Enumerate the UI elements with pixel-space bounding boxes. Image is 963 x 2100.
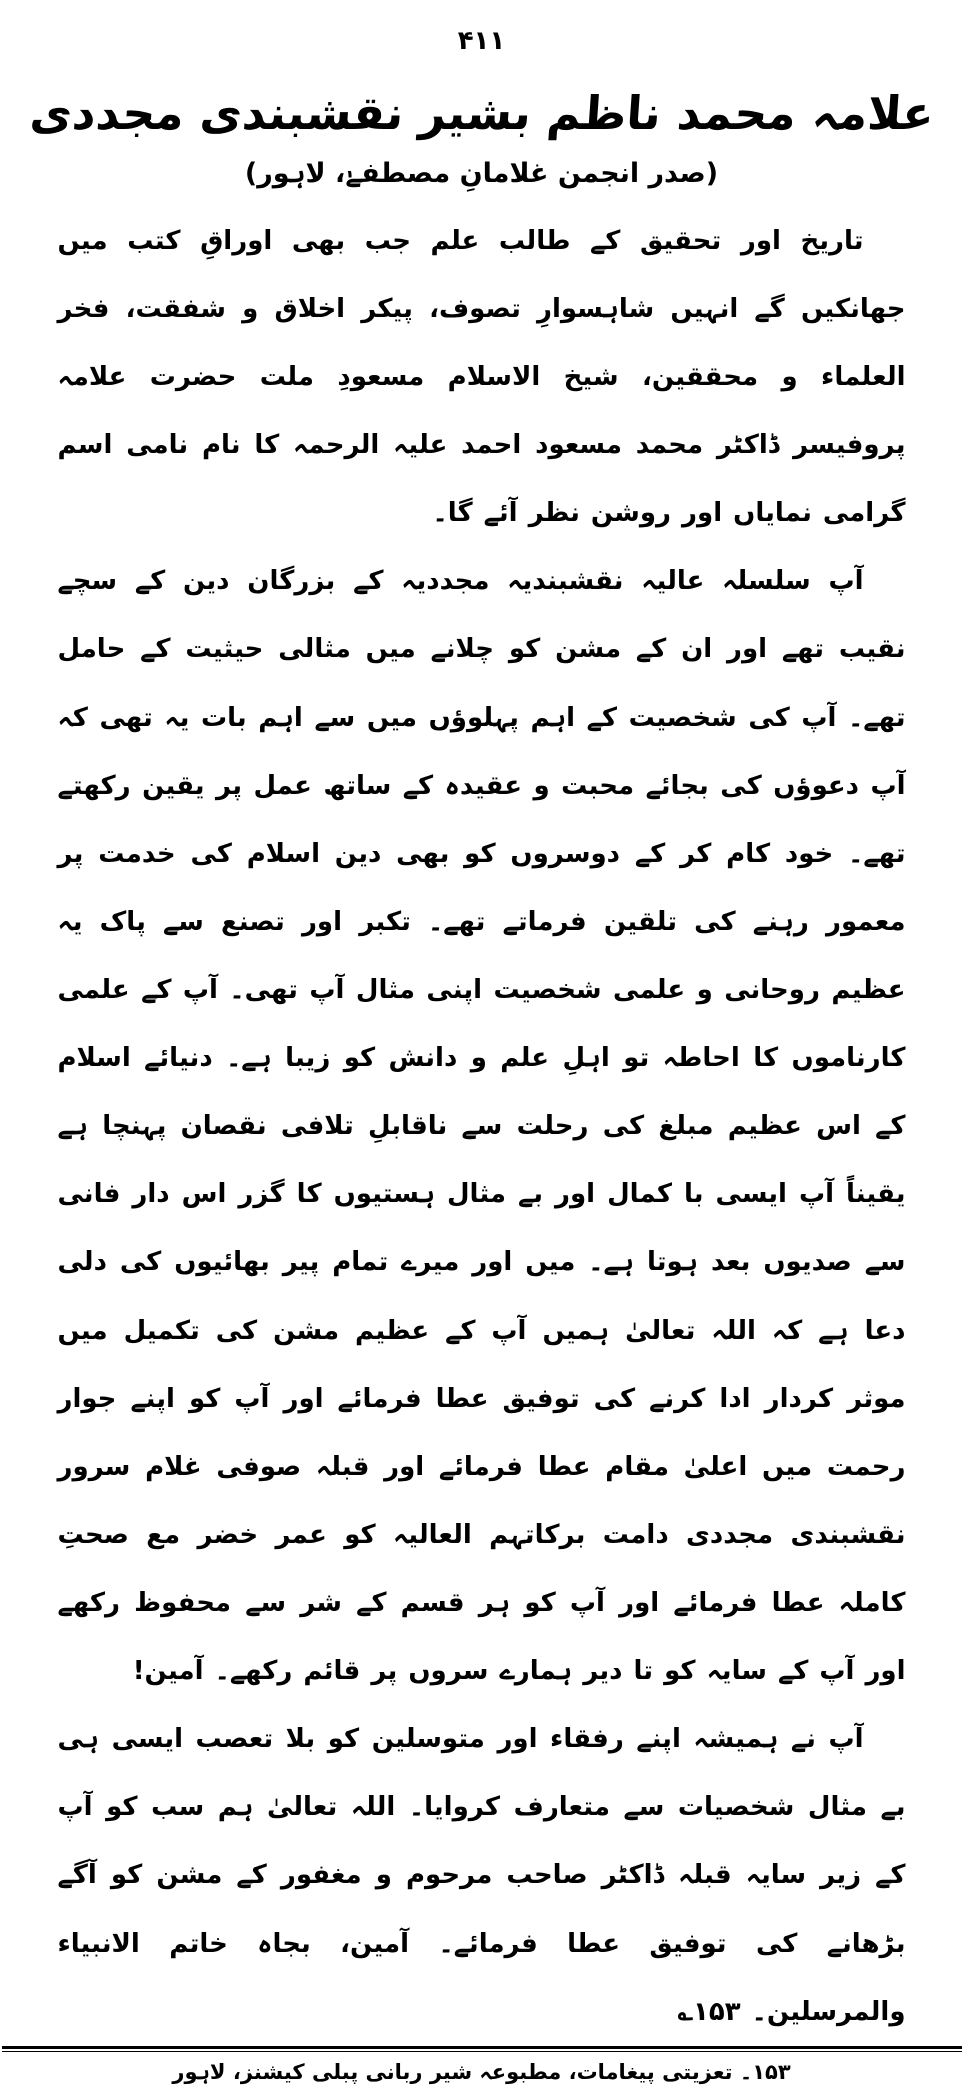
paragraph-2: آپ سلسلہ عالیہ نقشبندیہ مجددیہ کے بزرگان دین کے سچے نقیب تھے اور ان کے مشن کو چلانے میں مثالی حیثیت کے حامل تھے۔ آپ کی شخصیت کے اہم پہلوؤں میں سے اہم بات یہ تھی کہ آپ دعوؤں کی بجائے محبت و عقیدہ کے ساتھ عمل پر یقین رکھتے تھے۔ خود کام کر کے دوسروں کو بھی دین اسلام کی خدمت پر معمور رہنے کی تلقین فرماتے تھے۔ تکبر اور تصنع سے پاک یہ عظیم روحانی و علمی شخصیت اپنی مثال آپ تھی۔ آپ کے علمی کارناموں کا احاطہ تو اہلِ علم و دانش کو زیبا ہے۔ دنیائے اسلام کے اس عظیم مبلغ کی رحلت سے ناقابلِ تلافی نقصان پہنچا ہے یقیناً آپ ایسی با کمال اور بے مثال ہستیوں کا گزر اس دار فانی سے صدیوں بعد ہوتا ہے۔ میں اور میرے تمام پیر بھائیوں کی دلی دعا ہے کہ اللہ تعالیٰ ہمیں آپ کے عظیم مشن کی تکمیل میں موثر کردار ادا کرنے کی توفیق عطا فرمائے اور آپ کو اپنے جوار رحمت میں اعلیٰ مقام عطا فرمائے اور قبلہ صوفی غلام سرور نقشبندی مجددی دامت برکاتہم العالیہ کو عمر خضر مع صحتِ کاملہ عطا فرمائے اور آپ کو ہر قسم کے شر سے محفوظ رکھے اور آپ کے سایہ کو تا دیر ہمارے سروں پر قائم رکھے۔ آمین! <box>57 566 906 1687</box>
footnote-divider <box>2 2046 962 2052</box>
body-text <box>2 207 962 2046</box>
page-subtitle: (صدر انجمن غلامانِ مصطفےٰ، لاہور) <box>244 157 719 189</box>
paragraph-1: تاریخ اور تحقیق کے طالب علم جب بھی اوراقِ کتب میں جھانکیں گے انہیں شاہسوارِ تصوف، پیکر اخلاق و شفقت، فخر العلماء و محققین، شیخ الاسلام مسعودِ ملت حضرت علامہ پروفیسر ڈاکٹر محمد مسعود احمد علیہ الرحمہ کا نام نامی اسم گرامی نمایاں اور روشن نظر آئے گا۔ <box>57 225 906 529</box>
paragraph-3: آپ نے ہمیشہ اپنے رفقاء اور متوسلین کو بلا تعصب ایسی ہی بے مثال شخصیات سے متعارف کروایا۔ اللہ تعالیٰ ہم سب کو آپ کے زیر سایہ قبلہ ڈاکٹر صاحب مرحوم و مغفور کے مشن کو آگے بڑھانے کی توفیق عطا فرمائے۔ آمین، بجاہ خاتم الانبیاء والمرسلین۔ ۱۵۳؎ <box>57 1724 906 2027</box>
page-title: علامہ محمد ناظم بشیر نقشبندی مجددی <box>27 86 936 140</box>
page-number: ۴۱۱ <box>457 26 506 56</box>
book-page <box>2 0 962 2084</box>
footnote-text: ۱۵۳۔ تعزیتی پیغامات، مطبوعہ شیر ربانی پبلی کیشنز، لاہور <box>172 2059 791 2084</box>
page-footer <box>2 2046 962 2100</box>
